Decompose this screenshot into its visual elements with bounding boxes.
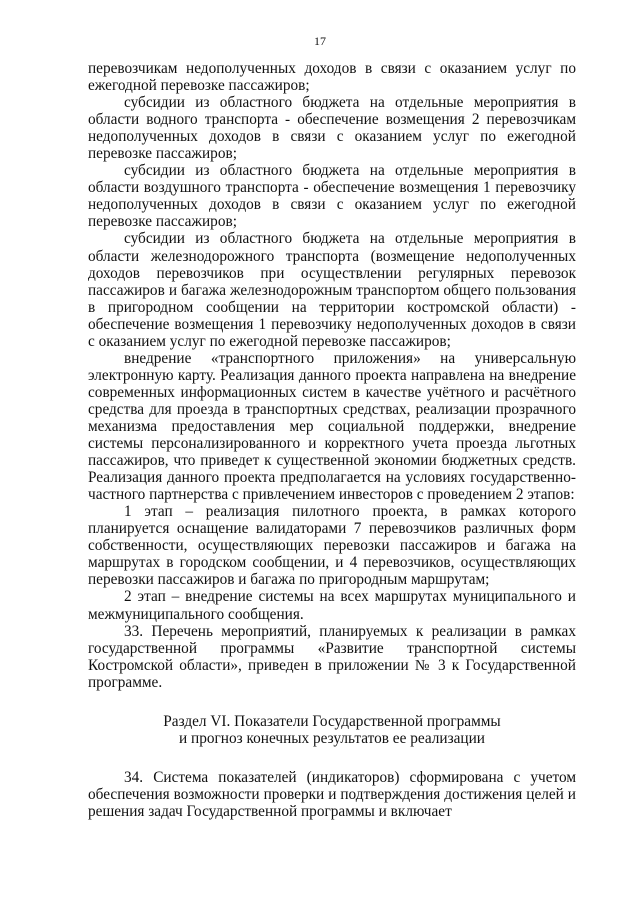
paragraph: внедрение «транспортного приложения» на универсальную электронную карту. Реализация данного проекта направлена на внедрение современных информационных систем в качестве учётного и расчётного средства для проезда в транспортных средствах, реализации прозрачного механизма предоставления мер социальной поддержки, внедрение системы персонализированного и корректного учета проезда льготных пассажиров, что приведет к существенной экономии бюджетных средств. Реализация данного проекта предполагается на условиях государственно-частного партнерства с привлечением инвесторов с проведением 2 этапов: bbox=[88, 349, 576, 504]
paragraph: 33. Перечень мероприятий, планируемых к реализации в рамках государственной программы «Развитие транспортной системы Костромской области», приведен в приложении № 3 к Государственной программе. bbox=[88, 622, 576, 691]
paragraph: субсидии из областного бюджета на отдельные мероприятия в области воздушного транспорта - обеспечение возмещения 1 перевозчику недополученных доходов в связи с оказанием услуг по ежегодной перевозке пассажиров; bbox=[88, 162, 576, 231]
paragraph: 1 этап – реализация пилотного проекта, в рамках которого планируется оснащение валидаторами 7 перевозчиков различных форм собственности, осуществляющих перевозки пассажиров и багажа на маршрутах в городском сообщении, и 4 перевозчиков, осуществляющих перевозки пассажиров и багажа по пригородным маршрутам; bbox=[88, 503, 576, 589]
section-heading-line-2: и прогноз конечных результатов ее реализации bbox=[179, 730, 485, 748]
paragraphs-before-section bbox=[88, 60, 576, 691]
paragraph: субсидии из областного бюджета на отдельные мероприятия в области водного транспорта - обеспечение возмещения 2 перевозчикам недополученных доходов в связи с оказанием услуг по ежегодной перевозке пассажиров; bbox=[88, 94, 576, 163]
paragraph: перевозчикам недополученных доходов в связи с оказанием услуг по ежегодной перевозке пассажиров; bbox=[88, 60, 576, 95]
paragraph: 34. Система показателей (индикаторов) сформирована с учетом обеспечения возможности проверки и подтверждения достижения целей и решения задач Государственной программы и включает bbox=[88, 768, 576, 820]
page-number: 17 bbox=[314, 34, 326, 48]
paragraph: 2 этап – внедрение системы на всех маршрутах муниципального и межмуниципального сообщения. bbox=[88, 588, 576, 623]
section-heading-line-1: Раздел VI. Показатели Государственной программы bbox=[163, 712, 501, 730]
document-body bbox=[88, 60, 576, 820]
paragraph: субсидии из областного бюджета на отдельные мероприятия в области железнодорожного транспорта (возмещение недополученных доходов перевозчиков при осуществлении регулярных перевозок пассажиров и багажа железнодорожным транспортом общего пользования в пригородном сообщении на территории костромской области) - обеспечение возмещения 1 перевозчику недополученных доходов в связи с оказанием услуг по ежегодной перевозке пассажиров; bbox=[88, 230, 576, 350]
section-heading bbox=[88, 713, 576, 748]
paragraphs-after-section bbox=[88, 769, 576, 820]
